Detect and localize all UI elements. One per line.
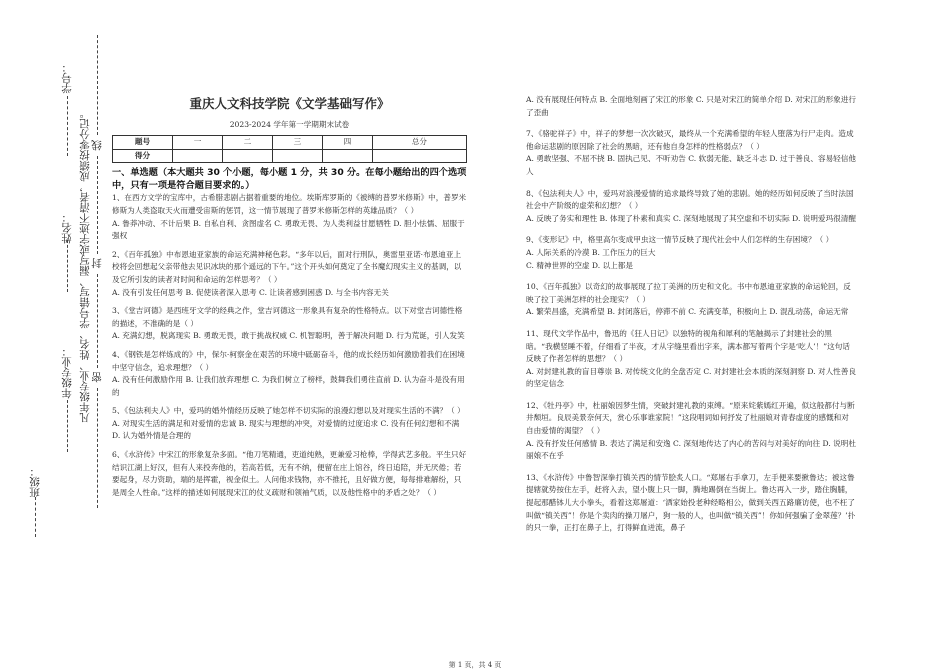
question-block: [526, 472, 856, 535]
question-stem: 5、《包法利夫人》中，爱玛的婚外情经历反映了她怎样不切实际的浪漫幻想以及对现实生活的不满？（ ）: [112, 406, 465, 416]
score-cell[interactable]: [322, 149, 372, 163]
student-id-line: [67, 96, 68, 156]
question-options: A. 没有抒发任何感情 B. 表达了满足和安逸 C. 深刻地传达了内心的苦闷与对美好的向往 D. 说明杜丽娘不在乎: [526, 438, 856, 461]
question-options: A. 充满幻想，脱离现实 B. 勇敢无畏，敢于挑战权威 C. 机智聪明，善于解决问题 D. 行为荒诞，引人发笑: [112, 331, 465, 341]
question-options: A. 没有展现任何特点 B. 全面地刻画了宋江的形象 C. 只是对宋江的简单介绍 D. 对宋江的形象进行了歪曲: [526, 95, 856, 117]
question-block: [526, 234, 856, 272]
score-value-row: [113, 149, 467, 163]
question-block: [112, 405, 467, 443]
question-block: [526, 400, 856, 463]
score-cell[interactable]: [372, 149, 466, 163]
exam-title: 重庆人文科技学院《文学基础写作》: [189, 96, 390, 111]
seal-char-feng: 封: [91, 258, 103, 269]
question-options: A. 繁荣昌盛，充满希望 B. 封闭落后，停滞不前 C. 充满变革，积极向上 D. 混乱动荡，命运无常: [526, 307, 849, 317]
question-stem: 2、《百年孤独》中布恩迪亚家族的命运充满神秘色彩。“多年以后，面对行刑队，奥雷里亚诺·布恩迪亚上校将会回想起父亲带他去见识冰块的那个遥远的下午。”这个开头如何奠定了全书魔幻现实主义的基调，以及它所引发的读者对时间和命运的怎样思考？（ ）: [112, 249, 462, 284]
question-block: [112, 249, 467, 299]
score-header-row: [113, 136, 467, 150]
name-line: [67, 240, 68, 292]
question-block: [112, 192, 467, 242]
score-header-cell: 三: [272, 136, 322, 150]
score-cell[interactable]: [173, 149, 223, 163]
seal-char-mi: 密: [91, 372, 103, 383]
question-options: C. 精神世界的空虚 D. 以上都是: [526, 260, 633, 270]
seal-line-upper: [97, 156, 98, 254]
score-header-cell: 总分: [372, 136, 466, 150]
score-header-cell: 四: [322, 136, 372, 150]
score-header-cell: 二: [222, 136, 272, 150]
left-column: [112, 70, 467, 499]
class-line: [35, 497, 36, 537]
question-stem: 11、现代文学作品中，鲁迅的《狂人日记》以独特的视角和犀利的笔触揭示了封建社会的黑暗。“我横竖睡不着，仔细看了半夜，才从字缝里看出字来，满本都写着两个字是‘吃人’！”这句话反映了作者怎样的思想？（ ）: [526, 328, 850, 364]
question-stem: 10、《百年孤独》以奇幻的故事展现了拉丁美洲的历史和文化。书中布恩迪亚家族的命运轮回，反映了拉丁美洲怎样的社会现实？（ ）: [526, 282, 851, 304]
question-stem: 13、《水浒传》中鲁智深拳打镇关西的情节脍炙人口。“郑屠右手拿刀，左手便来要揪鲁达；被这鲁提辖就势按住左手，赶将入去，望小腹上只一脚，腾地踢倒在当街上。鲁达再入一步，踏住胸脯，提起那醋钵儿大小拳头，看着这郑屠道：‘洒家始投老种经略相公，做到关西五路廉访使，也不枉了叫做“镇关西”！你是个卖肉的操刀屠户，狗一般的人，也叫做“镇关西”！你如何强骗了金翠莲？’扑的只一拳，正打在鼻子上，打得鲜血迸流，鼻子: [526, 472, 856, 533]
exam-subtitle: 2023-2024 学年第一学期期末试卷: [229, 119, 350, 129]
question-stem: 3、《堂吉诃德》是西班牙文学的经典之作，堂吉诃德这一形象具有复杂的性格特点。以下对堂吉诃德性格的描述，不准确的是（ ）: [112, 306, 463, 328]
question-options: A. 鲁莽冲动、不计后果 B. 自私自利、贪图虚名 C. 勇敢无畏、为人类利益甘愿牺牲 D. 胆小怯懦、屈服于强权: [112, 218, 465, 241]
question-options: A. 没有引发任何思考 B. 促使读者深入思考 C. 让读者感到困惑 D. 与全书内容无关: [112, 287, 389, 297]
question-stem: 6、《水浒传》中宋江的形象复杂多面。“他刀笔精通，吏道纯熟，更兼爱习枪棒，学得武艺多般。平生只好结识江湖上好汉，但有人来投奔他的，若高若低，无有不纳，便留在庄上馆谷，终日追陪，并无厌倦；若要起身，尽力资助，端的是挥霍，视金似土。人问他求钱物，亦不推托，且好做方便，每每排难解纷，只是周全人性命。”这样的描述如何展现宋江的仗义疏财和领袖气质，以及他性格中的矛盾之处？（ ）: [112, 450, 467, 497]
question-options: A. 对封建礼教的盲目尊崇 B. 对传统文化的全盘否定 C. 对封建社会本质的深刻洞察 D. 对人性善良的坚定信念: [526, 366, 856, 389]
score-header-cell: 题号: [113, 136, 173, 150]
question-options: A. 人际关系的冷漠 B. 工作压力的巨大: [526, 247, 656, 257]
class-label: 班级：: [29, 466, 41, 498]
right-column: [526, 94, 856, 535]
question-stem: 1、在西方文学的宝库中，古希腊悲剧占据着重要的地位。埃斯库罗斯的《被缚的普罗米修斯》中，普罗米修斯为人类盗取天火而遭受宙斯的惩罚，这一情节展现了普罗米修斯怎样的英雄品质？（ ）: [112, 193, 467, 215]
question-options: A. 没有任何激励作用 B. 让我们放弃理想 C. 为我们树立了榜样，鼓舞我们勇往直前 D. 认为奋斗是没有用的: [112, 375, 465, 397]
question-stem: 4、《钢铁是怎样炼成的》中，保尔·柯察金在艰苦的环境中砥砺奋斗，他的成长经历如何激励着我们在困境中坚守信念，追求理想？（ ）: [112, 349, 465, 372]
binding-margin: [0, 0, 105, 672]
section-heading: 一、单选题（本大题共 30 个小题，每小题 1 分，共 30 分。在每小题给出的四个选项中，只有一项是符合题目要求的。）: [112, 167, 467, 192]
score-header-cell: 一: [173, 136, 223, 150]
seal-line-bottom: [97, 388, 98, 508]
question-block: [526, 328, 856, 391]
question-block: [112, 349, 467, 399]
score-cell[interactable]: [222, 149, 272, 163]
name-label: 姓名：: [61, 212, 73, 244]
question-block: [526, 281, 856, 319]
student-id-label: 学号：: [61, 62, 73, 94]
score-cell[interactable]: [272, 149, 322, 163]
score-table: [112, 135, 467, 163]
question-options: A. 勇敢坚强、不屈不挠 B. 固执己见、不听劝告 C. 软弱无能、缺乏斗志 D. 过于善良、容易轻信他人: [526, 154, 856, 176]
seal-line-top: [97, 35, 98, 135]
question-options: A. 反映了务实和理性 B. 体现了朴素和真实 C. 深刻地展现了其空虚和不切实际 D. 说明爱玛很清醒: [526, 213, 856, 223]
question-stem: 12、《牡丹亭》中，杜丽娘因梦生情，突破封建礼教的束缚。“原来姹紫嫣红开遍，似这般都付与断井颓垣。良辰美景奈何天，赏心乐事谁家院！”这段唱词如何抒发了杜丽娘对青春虚度的感慨和对自由爱情的渴望？（ ）: [526, 400, 855, 436]
seal-line-lower: [97, 274, 98, 368]
grade-major-label: 年级专业：: [61, 346, 73, 399]
question-stem: 8、《包法利夫人》中，爱玛对浪漫爱情的追求最终导致了她的悲剧。她的经历如何反映了当时法国社会中产阶级的虚荣和幻想？（ ）: [526, 188, 854, 211]
grade-major-line: [67, 400, 68, 452]
question-stem: 7、《骆驼祥子》中，祥子的梦想一次次破灭，最终从一个充满希望的年轻人堕落为行尸走肉。造成他命运悲剧的原因除了社会的黑暗，还有他自身怎样的性格弱点？（ ）: [526, 129, 854, 151]
question-options: A. 对现实生活的满足和对爱情的忠诚 B. 现实与理想的冲突，对爱情的过度追求 C. 没有任何幻想和不满 D. 认为婚外情是合理的: [112, 418, 460, 441]
score-row-label: 得分: [113, 149, 173, 163]
question-block: [526, 188, 856, 226]
question-block: [112, 449, 467, 499]
question-block: [526, 128, 856, 178]
question-block: [112, 305, 467, 343]
question-block: [526, 94, 856, 119]
seal-char-xian: 线: [91, 140, 103, 151]
question-stem: 9、《变形记》中，格里高尔变成甲虫这一情节反映了现代社会中人们怎样的生存困境？（ ）: [526, 235, 834, 245]
binding-notice: 凡年级专业、姓名、学号错写、漏写或字迹不清者，成绩按零分记。: [79, 108, 91, 423]
page-footer: 第 1 页，共 4 页: [448, 661, 502, 669]
